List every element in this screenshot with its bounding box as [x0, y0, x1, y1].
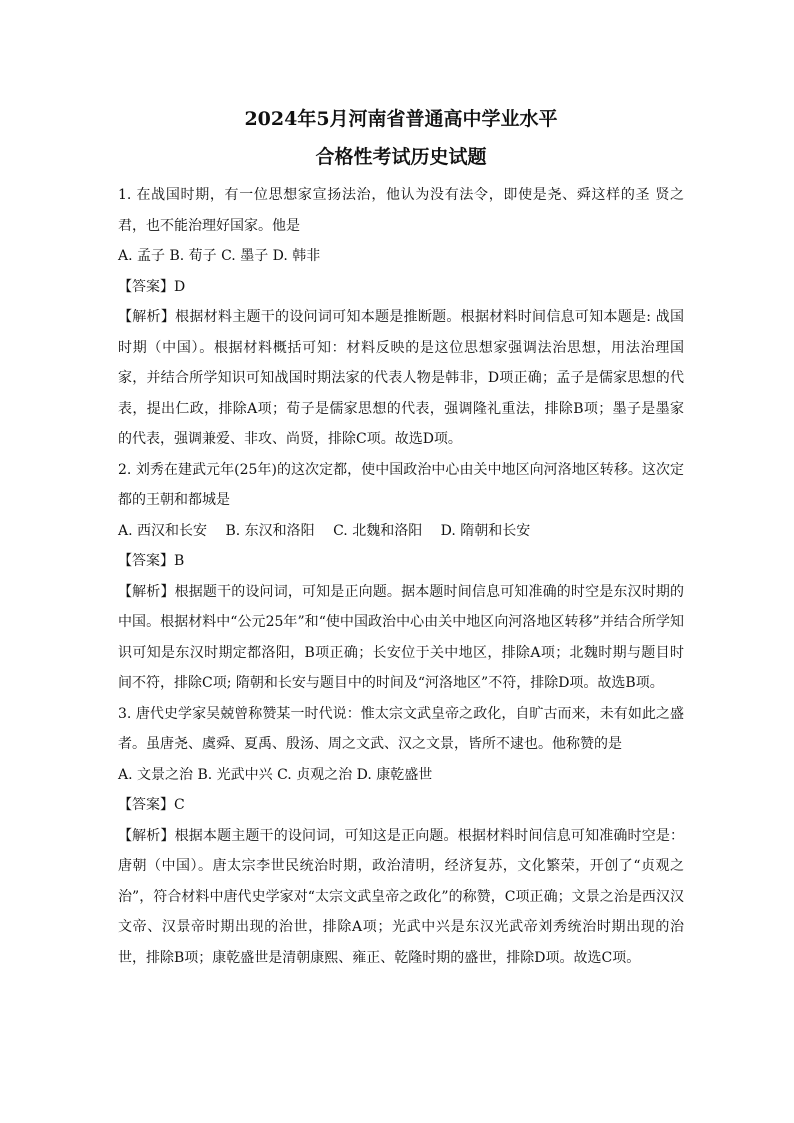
analysis-text: 【解析】根据题干的设问词，可知是正向题。据本题时间信息可知准确的时空是东汉时期的中国。根据材料中“公元25年”和“使中国政治中心由关中地区向河洛地区转移”并结合所学知识可知是东汉时期定都洛阳，B项正确；长安位于关中地区，排除A项；北魏时期与题目时间不符，排除C项; 隋朝和长安与题目中的时间及“河洛地区”不符，排除D项。故选B项。: [118, 583, 684, 691]
question-2: [118, 455, 684, 699]
question-options: A. 西汉和长安 B. 东汉和洛阳 C. 北魏和洛阳 D. 隋朝和长安: [118, 522, 531, 539]
answer-line: 【答案】B: [118, 553, 185, 569]
analysis-text: 【解析】根据本题主题干的设问词，可知这是正向题。根据材料时间信息可知准确时空是：唐朝（中国）。唐太宗李世民统治时期，政治清明，经济复苏，文化繁荣，开创了“贞观之治”，符合材料中唐代史学家对“太宗文武皇帝之政化”的称赞，C项正确；文景之治是西汉汉文帝、汉景帝时期出现的治世，排除A项；光武中兴是东汉光武帝刘秀统治时期出现的治世，排除B项；康乾盛世是清朝康熙、雍正、乾隆时期的盛世，排除D项。故选C项。: [118, 827, 684, 966]
question-options: A. 文景之治 B. 光武中兴 C. 贞观之治 D. 康乾盛世: [118, 766, 433, 783]
analysis-text: 【解析】根据材料主题干的设问词可知本题是推断题。根据材料时间信息可知本题是: 战国时期（中国）。根据材料概括可知：材料反映的是这位思想家强调法治思想，用法治理国家，并结合所学知识可知战国时期法家的代表人物是韩非，D项正确；孟子是儒家思想的代表，提出仁政，排除A项；荀子是儒家思想的代表，强调隆礼重法，排除B项；墨子是墨家的代表，强调兼爱、非攻、尚贤，排除C项。故选D项。: [118, 309, 684, 447]
question-3: [118, 699, 684, 974]
doc-title-line1: 2024年5月河南省普通高中学业水平: [244, 108, 558, 130]
answer-line: 【答案】D: [118, 278, 186, 295]
doc-title-line2: 合格性考试历史试题: [315, 146, 487, 168]
question-stem: 2. 刘秀在建武元年(25年)的这次定都，使中国政治中心由关中地区向河洛地区转移。这次定都的王朝和都城是: [118, 461, 684, 508]
question-1: [118, 180, 684, 455]
answer-line: 【答案】C: [118, 797, 185, 813]
question-stem: 1. 在战国时期，有一位思想家宣扬法治，他认为没有法令，即使是尧、舜这样的圣 贤之君，也不能治理好国家。他是: [118, 187, 684, 234]
document-page: [118, 100, 684, 973]
question-stem: 3. 唐代史学家吴兢曾称赞某一时代说：惟太宗文武皇帝之政化，自旷古而来，未有如此之盛者。虽唐尧、虞舜、夏禹、殷汤、周之文武、汉之文景，皆所不逮也。他称赞的是: [118, 705, 684, 752]
question-options: A. 孟子 B. 荀子 C. 墨子 D. 韩非: [118, 248, 321, 264]
